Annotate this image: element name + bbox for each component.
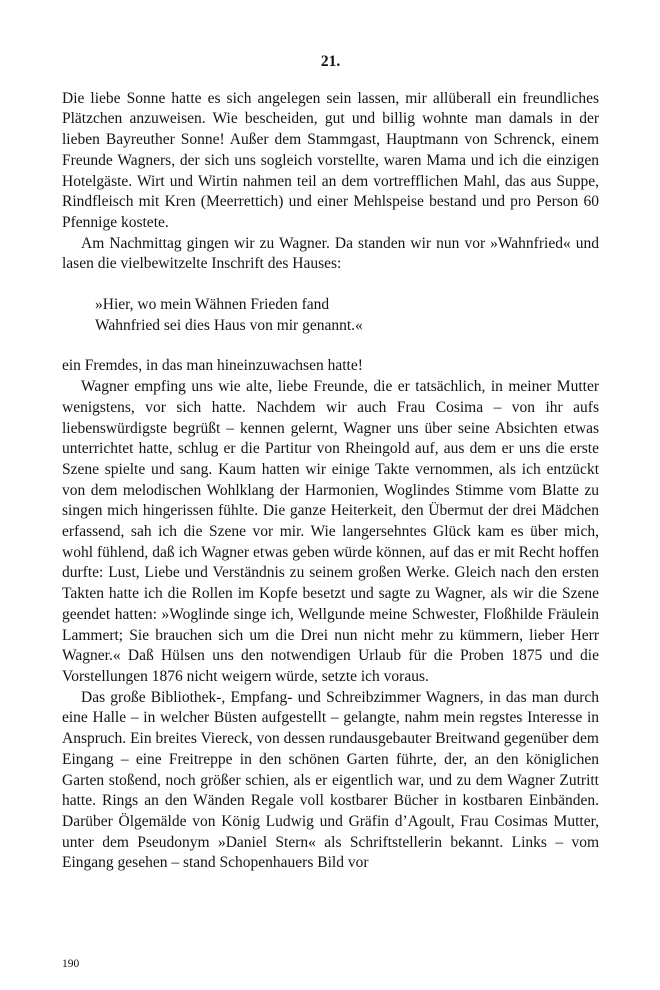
page-number: 190 [62,957,80,970]
quote-line-1: »Hier, wo mein Wähnen Frieden fand [95,296,330,314]
paragraph-bibliothek: Das große Bibliothek-, Empfang- und Schreibzimmer Wagners, in das man durch eine Halle – in welcher Büsten aufgestellt – gelangte, nahm mein regstes Interesse in Anspruch. Ein breites Viereck, von dessen rundausgebauter Breitwand gegenüber dem Eingang – eine Freitreppe in den schönen Garten führte, der, an den königlichen Garten stoßend, noch größer schien, als er eigentlich war, und zu dem Wagner Zutritt hatte. Rings an den Wänden Regale voll kostbarer Bücher in kostbaren Einbänden. Darüber Ölgemälde von König Ludwig und Gräfin d’Agoult, Frau Cosimas Mutter, unter dem Pseudonym »Daniel Stern« als Schriftstellerin bekannt. Links – vom Eingang gesehen – stand Schopenhauers Bild vor [62,688,599,872]
paragraph-wagner-empfing: Wagner empfing uns wie alte, liebe Freunde, die er tatsächlich, in meiner Mutter wenigstens, vor sich hatte. Nachdem wir auch Frau Cosima – von ihr aufs liebenswürdigste begrüßt – kennen gelernt, Wagner uns über seine Absichten etwas unterrichtet hatte, schlug er die Partitur von Rheingold auf, aus dem er uns die erste Szene spielte und sang. Kaum hatten wir einige Takte vernommen, als ich entzückt von dem melodischen Wohlklang der Harmonien, Woglindes Stimme vom Blatte zu singen mich hingerissen fühlte. Die ganze Heiterkeit, den Übermut der drei Mädchen erfassend, sah ich die Szene vor mir. Wie langersehntes Glück kam es über mich, wohl fühlend, daß ich Wagner etwas geben würde können, auf das er mit Recht hoffen durfte: Lust, Liebe und Verständnis zu seinem großen Werke. Gleich nach den ersten Takten hatte ich die Rollen im Kopfe besetzt und sagte zu Wagner, als wir die Szene geendet hatten: »Woglinde singe ich, Wellgunde meine Schwester, Floßhilde Fräulein Lammert; Sie brauchen sich um die Drei nun nicht mehr zu kümmern, lieber Herr Wagner.« Daß Hülsen uns den notwendigen Urlaub für die Proben 1875 und die Vorstellungen 1876 nicht weigern würde, setzte ich voraus. [62,378,599,685]
paragraph-opening: Die liebe Sonne hatte es sich angelegen sein lassen, mir allüberall ein freundliches Plätzchen anzuweisen. Wie bescheiden, gut und billig wohnte man damals in der lieben Bayreuther Sonne! Außer dem Stammgast, Hauptmann von Schrenck, einem Freunde Wagners, der sich uns sogleich vorstellte, waren Mama und ich die einzigen Hotelgäste. Wirt und Wirtin nahmen teil an dem vortrefflichen Mahl, das aus Suppe, Rindfleisch mit Kren (Meerrettich) und einer Mehlspeise bestand und pro Person 60 Pfennige kostete. [62,89,599,231]
body-text [62,89,599,874]
paragraph-ein-fremdes: ein Fremdes, in das man hineinzuwachsen hatte! [62,357,363,375]
quote-line-2: Wahnfried sei dies Haus von mir genannt.« [95,316,363,334]
paragraph-afternoon-wagner: Am Nachmittag gingen wir zu Wagner. Da standen wir nun vor »Wahnfried« und lasen die vielbewitzelte Inschrift des Hauses: [62,234,599,273]
chapter-number: 21. [320,53,341,70]
verse-quote [95,295,599,336]
